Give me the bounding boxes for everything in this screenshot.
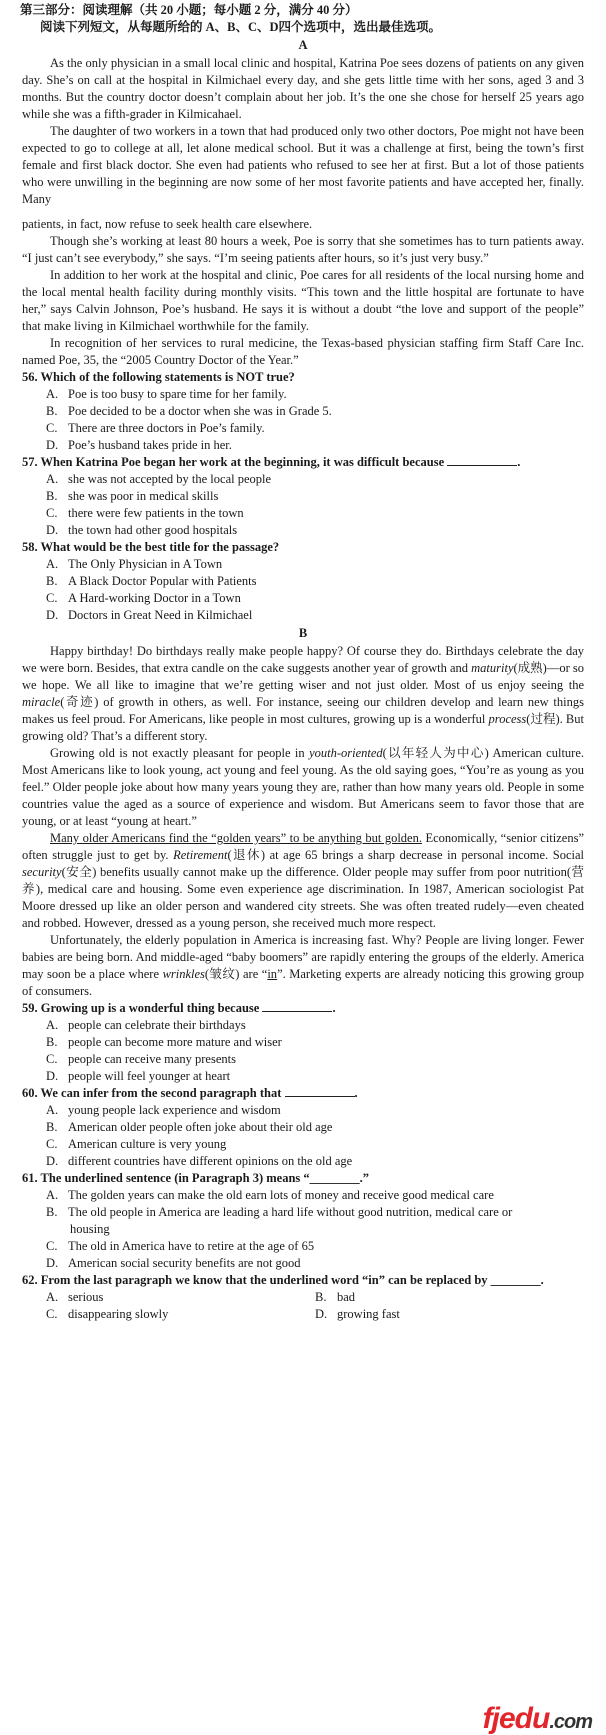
option-continuation: housing bbox=[70, 1222, 110, 1236]
option: B. Poe decided to be a doctor when she was in Grade 5. bbox=[46, 404, 332, 418]
option: B. bad bbox=[315, 1290, 356, 1304]
site-logo: fjedu.com bbox=[482, 1702, 592, 1735]
passage-a-paragraph: In addition to her work at the hospital and clinic, Poe cares for all residents of the local nursing home and the local mental health facility during monthly visits. “This town and the little hospital are fortunate to have her,” says Calvin Johnson, Poe’s husband. He says it is without a doubt “the love and support of the people” that make living in Kilmichael worthwhile for the family. bbox=[22, 268, 584, 333]
option: D. American social security benefits are not good bbox=[46, 1256, 301, 1270]
question-62: 62. From the last paragraph we know that the underlined word “in” can be replaced by ________. bbox=[22, 1273, 544, 1287]
question-57: 57. When Katrina Poe began her work at the beginning, it was difficult because . bbox=[22, 455, 521, 469]
option-row bbox=[22, 1306, 584, 1323]
option: B. people can become more mature and wiser bbox=[46, 1035, 282, 1049]
option: D. Poe’s husband takes pride in her. bbox=[46, 438, 232, 452]
option: C. There are three doctors in Poe’s family. bbox=[46, 421, 265, 435]
option: C. The old in America have to retire at the age of 65 bbox=[46, 1239, 315, 1253]
option: A. people can celebrate their birthdays bbox=[46, 1018, 246, 1032]
passage-a-paragraph: The daughter of two workers in a town that had produced only two other doctors, Poe might not have been expected to go to college at all, let alone medical school. But it was a challenge at first, being the town’s first female and first black doctor. She even had patients who refused to see her at first. But a lot of those patients who were unwilling in the beginning are now some of her most favorite patients and have accepted her, finally. Many bbox=[22, 124, 584, 206]
passage-a-paragraph: In recognition of her services to rural medicine, the Texas-based physician staffing firm Staff Care Inc. named Poe, 35, the “2005 Country Doctor of the Year.” bbox=[22, 336, 584, 367]
option: A. young people lack experience and wisdom bbox=[46, 1103, 281, 1117]
option: A. Poe is too busy to spare time for her family. bbox=[46, 387, 287, 401]
question-61: 61. The underlined sentence (in Paragraph 3) means “________.” bbox=[22, 1171, 370, 1185]
passage-b-label: B bbox=[298, 626, 308, 640]
question-56: 56. Which of the following statements is NOT true? bbox=[22, 370, 295, 384]
answer-blank bbox=[262, 1000, 332, 1012]
option-row bbox=[22, 1289, 584, 1306]
passage-a-paragraph: Though she’s working at least 80 hours a week, Poe is sorry that she sometimes has to turn patients away. “I just can’t see everybody,” she says. “I’m seeing patients after hours, so it’s just very busy.” bbox=[22, 234, 584, 265]
answer-blank bbox=[285, 1085, 355, 1097]
option: C. American culture is very young bbox=[46, 1137, 227, 1151]
option: D. people will feel younger at heart bbox=[46, 1069, 231, 1083]
option: D. Doctors in Great Need in Kilmichael bbox=[46, 608, 253, 622]
passage-b-paragraph-4: Unfortunately, the elderly population in America is increasing fast. Why? People are living longer. Fewer babies are being born. And middle-aged “baby boomers” are rapidly entering the groups of the elderly. America may soon be a place where wrinkles(皱纹) are “in”. Marketing experts are already noticing this growing group of consumers. bbox=[22, 933, 585, 998]
underlined-sentence: Many older Americans find the “golden years” to be anything but golden. bbox=[50, 831, 422, 845]
option: A. The Only Physician in A Town bbox=[46, 557, 223, 571]
exam-page bbox=[22, 2, 584, 1323]
option: A. serious bbox=[46, 1290, 104, 1304]
option: C. A Hard-working Doctor in a Town bbox=[46, 591, 241, 605]
question-60: 60. We can infer from the second paragraph that . bbox=[22, 1086, 358, 1100]
question-58: 58. What would be the best title for the passage? bbox=[22, 540, 280, 554]
option: C. disappearing slowly bbox=[46, 1307, 169, 1321]
option: C. there were few patients in the town bbox=[46, 506, 244, 520]
question-59: 59. Growing up is a wonderful thing because . bbox=[22, 1001, 336, 1015]
option: C. people can receive many presents bbox=[46, 1052, 236, 1066]
option: B. The old people in America are leading a hard life without good nutrition, medical care or bbox=[46, 1205, 513, 1219]
answer-blank bbox=[447, 454, 517, 466]
option: B. she was poor in medical skills bbox=[46, 489, 219, 503]
underlined-word: in bbox=[267, 967, 278, 981]
passage-b-paragraph-1: Happy birthday! Do birthdays really make people happy? Of course they do. Birthdays celebrate the day we were born. Besides, that extra candle on the cake suggests another year of growth and maturity(成熟)—or so we hope. We all like to imagine that we’re getting wiser and not just older. Most of us enjoy seeing the miracle(奇迹) of growth in others, as well. For instance, seeing our children develop and learn new things makes us feel proud. For Americans, like people in most cultures, growing up is a wonderful process(过程). But growing old? That’s a different story. bbox=[22, 644, 584, 743]
passage-a-paragraph: patients, in fact, now refuse to seek health care elsewhere. bbox=[22, 217, 313, 231]
section-title: 第三部分：阅读理解（共 20 小题；每小题 2 分，满分 40 分） bbox=[20, 3, 358, 17]
option: A. The golden years can make the old earn lots of money and receive good medical care bbox=[46, 1188, 494, 1202]
option: B. American older people often joke about their old age bbox=[46, 1120, 333, 1134]
passage-a-paragraph: As the only physician in a small local clinic and hospital, Katrina Poe sees dozens of patients on any given day. She’s on call at the hospital in Kilmichael every day, and she gets little time with her sons, aged 3 and 3 months. But the country doctor doesn’t complain about her job. It’s the one she chose for herself 25 years ago while she was a fifth-grader in Kilmicahael. bbox=[22, 56, 584, 121]
option: B. A Black Doctor Popular with Patients bbox=[46, 574, 257, 588]
passage-b-paragraph-3: Many older Americans find the “golden years” to be anything but golden. Economically, “senior citizens” often struggle just to get by. Retirement(退休) at age 65 brings a sharp decrease in personal income. Social security(安全) benefits usually cannot make up the difference. Older people may suffer from poor nutrition(营养), medical care and housing. Some even experience age discrimination. In 1987, American sociologist Pat Moore dressed up like an older person and wandered city streets. She was often treated rudely—even cheated and robbed. However, dressed as a young person, she received much more respect. bbox=[22, 831, 584, 930]
option: D. growing fast bbox=[315, 1307, 400, 1321]
option: A. she was not accepted by the local people bbox=[46, 472, 272, 486]
passage-b-paragraph-2: Growing old is not exactly pleasant for people in youth-oriented(以年轻人为中心) American culture. Most Americans like to look young, act young and feel young. As the old saying goes, “You’re as young as you feel.” Older people joke about how many years young they are, rather than how many years old. People in some countries value the aged as a source of experience and wisdom. But Americans seem to favor those that are young, or at least “young at heart.” bbox=[22, 746, 585, 828]
instruction: 阅读下列短文，从每题所给的 A、B、C、D四个选项中，选出最佳选项。 bbox=[40, 20, 442, 34]
option: D. the town had other good hospitals bbox=[46, 523, 238, 537]
passage-a-label: A bbox=[298, 38, 308, 52]
option: D. different countries have different opinions on the old age bbox=[46, 1154, 353, 1168]
